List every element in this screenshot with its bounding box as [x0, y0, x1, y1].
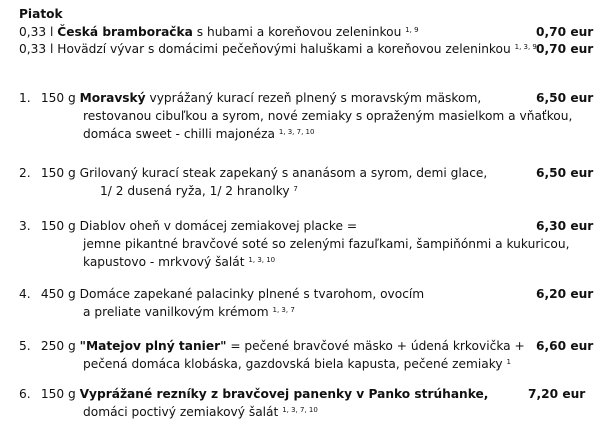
soup-1-allergens: 1, 9	[405, 26, 419, 34]
menu-item-2-allergens: 7	[293, 185, 298, 193]
menu-item-5-name: "Matejov plný tanier"	[79, 339, 227, 353]
menu-item-5-line-2: pečená domáca klobáska, gazdovská biela kapusta, pečené zemiaky $^1$	[83, 357, 511, 371]
menu-item-4-price: 6,20 eur	[536, 287, 594, 301]
menu-item-5-allergens: 1	[506, 358, 511, 366]
menu-item-6-line-2: domáci poctivý zemiakový šalát $^{1, 3, 7, 10}$	[83, 405, 318, 419]
menu-item-4-allergens: 1, 3, 7	[272, 306, 295, 314]
menu-item-1-line-3: domáca sweet - chilli majonéza $^{1, 3, 7, 10}$	[83, 127, 315, 141]
soup-1-price: 0,70 eur	[536, 25, 594, 39]
day-heading: Piatok	[19, 7, 63, 21]
soup-2-allergens: 1, 3, 9	[514, 43, 537, 51]
menu-item-5: 5. 250 g "Matejov plný tanier" = pečené bravčové mäsko + údená krkovička +	[19, 339, 525, 353]
menu-item-2-line-2: 1/ 2 dusená ryža, 1/ 2 hranolky $^7$	[100, 184, 298, 198]
menu-item-6-allergens: 1, 3, 7, 10	[282, 406, 318, 414]
soup-2: 0,33 l Hovädzí vývar s domácimi pečeňovými haluškami a koreňovou zeleninkou $^{1, 3, 9}$	[19, 42, 537, 56]
menu-item-1: 1. 150 g Moravský vyprážaný kurací rezeň plnený s moravským mäskom,	[19, 91, 482, 105]
menu-item-1-allergens: 1, 3, 7, 10	[278, 128, 315, 136]
menu-item-1-price: 6,50 eur	[536, 91, 594, 105]
menu-item-6: 6. 150 g Vyprážané rezníky z bravčovej panenky v Panko strúhanke,	[19, 387, 489, 401]
soup-2-price: 0,70 eur	[536, 42, 594, 56]
menu-item-1-line-2: restovanou cibuľkou a syrom, nové zemiaky s opraženým masielkom a vňaťkou,	[83, 109, 573, 123]
menu-item-3-line-3: kapustovo - mrkvový šalát $^{1, 3, 10}$	[83, 255, 276, 269]
soup-1: 0,33 l Česká bramboračka s hubami a koreňovou zeleninkou $^{1, 9}$	[19, 25, 419, 39]
menu-item-3-price: 6,30 eur	[536, 219, 594, 233]
menu-item-3-line-2: jemne pikantné bravčové soté so zelenými fazuľkami, šampiňónmi a kukuricou,	[83, 237, 570, 251]
menu-item-4-line-2: a preliate vanilkovým krémom $^{1, 3, 7}$	[83, 305, 295, 319]
menu-item-3-allergens: 1, 3, 10	[248, 256, 276, 264]
menu-item-1-name: Moravský	[79, 91, 146, 105]
menu-item-2: 2. 150 g Grilovaný kurací steak zapekaný s ananásom a syrom, demi glace,	[19, 166, 488, 180]
menu-item-2-price: 6,50 eur	[536, 166, 594, 180]
menu-item-6-name: Vyprážané rezníky z bravčovej panenky v Panko strúhanke,	[79, 387, 489, 401]
menu-item-4: 4. 450 g Domáce zapekané palacinky plnené s tvarohom, ovocím	[19, 287, 425, 301]
menu-item-5-price: 6,60 eur	[536, 339, 594, 353]
menu-item-6-price: 7,20 eur	[528, 387, 586, 401]
soup-1-name: Česká bramboračka	[57, 25, 193, 39]
menu-item-3: 3. 150 g Diablov oheň v domácej zemiakovej placke =	[19, 219, 358, 233]
